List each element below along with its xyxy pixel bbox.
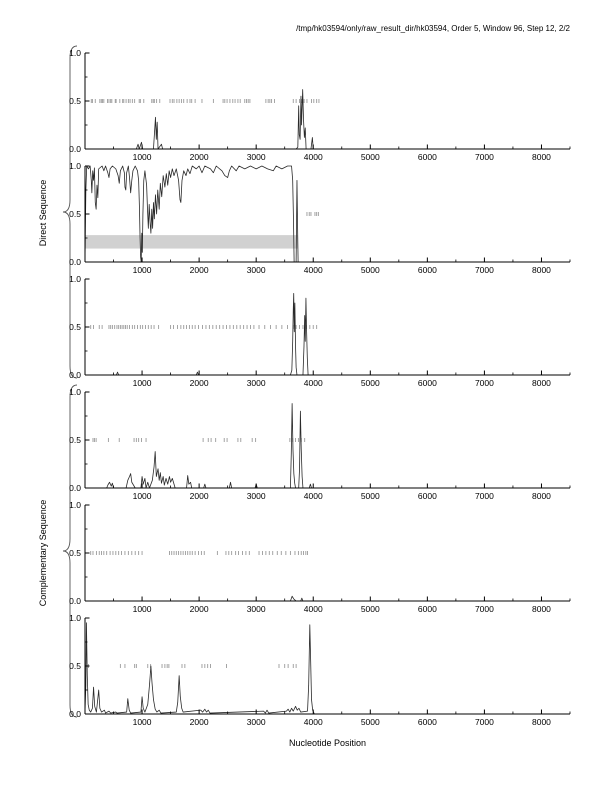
direct-sequence-label: Direct Sequence xyxy=(38,179,48,247)
x-tick-label: 1000 xyxy=(132,491,152,501)
complementary-panel-3-line xyxy=(85,623,570,714)
x-tick-label: 7000 xyxy=(474,265,494,275)
x-tick-label: 1000 xyxy=(132,152,152,162)
y-tick-label: 0.0 xyxy=(69,596,81,606)
x-tick-label: 2000 xyxy=(189,265,209,275)
x-tick-label: 7000 xyxy=(474,717,494,727)
panel-chart-3 xyxy=(50,274,585,394)
figure-title: /tmp/hk03594/only/raw_result_dir/hk03594, Order 5, Window 96, Step 12, 2/2 xyxy=(296,24,570,33)
panel-chart-4 xyxy=(50,387,585,507)
x-tick-label: 8000 xyxy=(532,717,551,727)
y-tick-label: 0.5 xyxy=(69,322,81,332)
y-tick-label: 0.0 xyxy=(69,370,81,380)
panel-chart-2 xyxy=(50,161,585,281)
x-tick-label: 7000 xyxy=(474,604,494,614)
y-tick-label: 0.0 xyxy=(69,257,81,267)
x-tick-label: 5000 xyxy=(360,265,380,275)
complementary-panel-1-line xyxy=(85,404,570,488)
x-tick-label: 1000 xyxy=(132,265,152,275)
x-tick-label: 3000 xyxy=(246,717,266,727)
y-tick-label: 1.0 xyxy=(69,500,81,510)
x-tick-label: 8000 xyxy=(532,604,551,614)
x-tick-label: 6000 xyxy=(417,604,437,614)
x-tick-label: 4000 xyxy=(303,265,323,275)
x-tick-label: 1000 xyxy=(132,717,152,727)
y-tick-label: 0.5 xyxy=(69,661,81,671)
x-tick-label: 6000 xyxy=(417,265,437,275)
direct-panel-3-line xyxy=(85,293,570,375)
threshold-band xyxy=(85,235,298,248)
x-tick-label: 5000 xyxy=(360,604,380,614)
x-tick-label: 3000 xyxy=(246,152,266,162)
x-tick-label: 1000 xyxy=(132,378,152,388)
x-tick-label: 7000 xyxy=(474,491,494,501)
y-tick-label: 1.0 xyxy=(69,387,81,397)
x-tick-label: 2000 xyxy=(189,604,209,614)
y-tick-label: 0.0 xyxy=(69,483,81,493)
y-tick-label: 0.5 xyxy=(69,548,81,558)
x-tick-label: 2000 xyxy=(189,491,209,501)
complementary-sequence-label: Complementary Sequence xyxy=(38,499,48,607)
x-tick-label: 2000 xyxy=(189,717,209,727)
x-tick-label: 3000 xyxy=(246,378,266,388)
x-tick-label: 5000 xyxy=(360,491,380,501)
x-tick-label: 4000 xyxy=(303,491,323,501)
x-tick-label: 5000 xyxy=(360,152,380,162)
x-tick-label: 4000 xyxy=(303,378,323,388)
x-tick-label: 6000 xyxy=(417,152,437,162)
y-tick-label: 1.0 xyxy=(69,161,81,171)
x-tick-label: 4000 xyxy=(303,717,323,727)
direct-panel-1-line xyxy=(85,89,570,149)
y-tick-label: 1.0 xyxy=(69,274,81,284)
x-tick-label: 7000 xyxy=(474,152,494,162)
x-tick-label: 4000 xyxy=(303,604,323,614)
x-axis-label: Nucleotide Position xyxy=(288,738,367,748)
x-tick-label: 5000 xyxy=(360,717,380,727)
panel-chart-1 xyxy=(50,48,585,168)
x-tick-label: 6000 xyxy=(417,378,437,388)
x-tick-label: 7000 xyxy=(474,378,494,388)
x-tick-label: 3000 xyxy=(246,491,266,501)
x-tick-label: 8000 xyxy=(532,152,551,162)
x-tick-label: 8000 xyxy=(532,265,551,275)
x-tick-label: 2000 xyxy=(189,378,209,388)
y-tick-label: 0.0 xyxy=(69,709,81,719)
y-tick-label: 0.5 xyxy=(69,435,81,445)
x-tick-label: 6000 xyxy=(417,491,437,501)
y-tick-label: 1.0 xyxy=(69,48,81,58)
x-tick-label: 2000 xyxy=(189,152,209,162)
y-tick-label: 0.5 xyxy=(69,96,81,106)
y-tick-label: 0.0 xyxy=(69,144,81,154)
x-tick-label: 8000 xyxy=(532,491,551,501)
y-tick-label: 0.5 xyxy=(69,209,81,219)
x-tick-label: 6000 xyxy=(417,717,437,727)
x-tick-label: 3000 xyxy=(246,265,266,275)
panel-chart-6 xyxy=(50,613,585,733)
x-tick-label: 8000 xyxy=(532,378,551,388)
complementary-panel-2-line xyxy=(85,596,570,601)
x-tick-label: 5000 xyxy=(360,378,380,388)
panel-chart-5 xyxy=(50,500,585,620)
x-tick-label: 4000 xyxy=(303,152,323,162)
x-tick-label: 3000 xyxy=(246,604,266,614)
y-tick-label: 1.0 xyxy=(69,613,81,623)
x-tick-label: 1000 xyxy=(132,604,152,614)
